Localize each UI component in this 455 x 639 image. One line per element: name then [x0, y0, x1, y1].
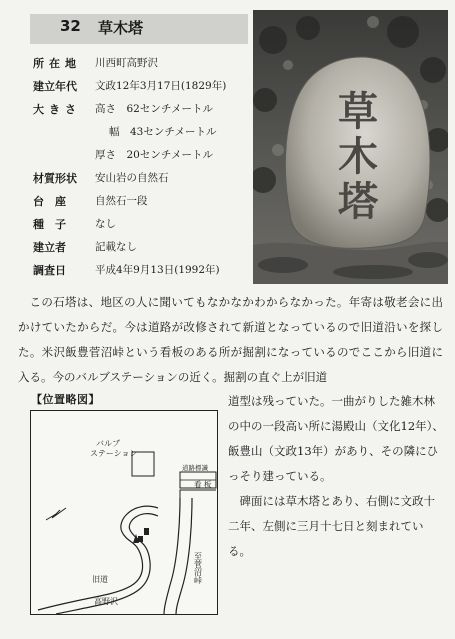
location-map: [30, 410, 218, 615]
info-value: 自然石一段: [95, 195, 148, 207]
info-value: 平成4年9月13日(1992年): [95, 264, 220, 276]
info-row: [33, 190, 253, 213]
info-row: [33, 121, 253, 144]
map-title: 【位置略図】: [31, 393, 100, 406]
info-row: [33, 98, 253, 121]
info-value: 幅 43センチメートル: [109, 126, 217, 138]
body-paragraph: この石塔は、地区の人に聞いてもなかなかわからなかった。年寄は敬老会に出かけていたからだ。今は道路が改修されて新道となっているので旧道沿いを探した。米沢飯豊菅沼峠という看板のある所が掘割になっているのでここから旧道に入る。今のバルブステーションの近く。掘割の直ぐ上が旧道: [18, 295, 443, 384]
side-paragraph-2: 碑面には草木塔とあり、右側に文政十二年、左側に三月十七日と刻まれている。: [228, 494, 435, 558]
body-text: [18, 290, 443, 390]
side-paragraph-1: 道型は残っていた。一曲がりした雑木林の中の一段高い所に湯殿山（文化12年）、飯豊山（文政13年）があり、その隣にひっそり建っている。: [228, 394, 444, 483]
info-table: [33, 52, 253, 282]
info-label: 種 子: [33, 218, 66, 231]
info-row: [33, 52, 253, 75]
info-label: 台 座: [33, 195, 66, 208]
info-label: 大きさ: [33, 103, 81, 116]
carved-char: 塔: [338, 178, 378, 225]
info-label: 所在地: [33, 57, 81, 70]
info-label: 調査日: [33, 264, 66, 277]
title-band: [30, 14, 248, 44]
info-label: 建立者: [33, 241, 66, 254]
side-text: [228, 389, 444, 564]
carved-char: 草: [338, 88, 378, 135]
info-row: [33, 144, 253, 167]
info-value: 川西町高野沢: [95, 57, 158, 69]
info-row: [33, 75, 253, 98]
map-label-old-road: 旧道: [92, 575, 108, 584]
info-label: 材質形状: [33, 172, 77, 185]
map-label-takanozawa: 高野沢: [94, 597, 118, 606]
entry-number: 32: [60, 17, 81, 35]
info-value: 安山岩の自然石: [95, 172, 169, 184]
carved-char: 木: [338, 133, 378, 180]
info-row: [33, 259, 253, 282]
info-value: 記載なし: [95, 241, 137, 253]
monument-photo: [253, 10, 448, 284]
map-label-kanban: 看 板: [194, 480, 212, 489]
info-row: [33, 167, 253, 190]
info-value: 厚さ 20センチメートル: [95, 149, 213, 161]
entry-title: 草木塔: [98, 19, 144, 37]
info-row: [33, 213, 253, 236]
info-value: 文政12年3月17日(1829年): [95, 80, 227, 92]
info-row: [33, 236, 253, 259]
map-label-pass: 至菅沼峠: [193, 552, 203, 584]
map-label-station: ステーション: [90, 449, 138, 458]
info-label: 建立年代: [33, 80, 77, 93]
info-value: なし: [95, 218, 116, 230]
map-label-sign: 道路標識: [182, 464, 208, 472]
map-label-valve: バルブ: [96, 439, 120, 448]
info-value: 高さ 62センチメートル: [95, 103, 213, 115]
